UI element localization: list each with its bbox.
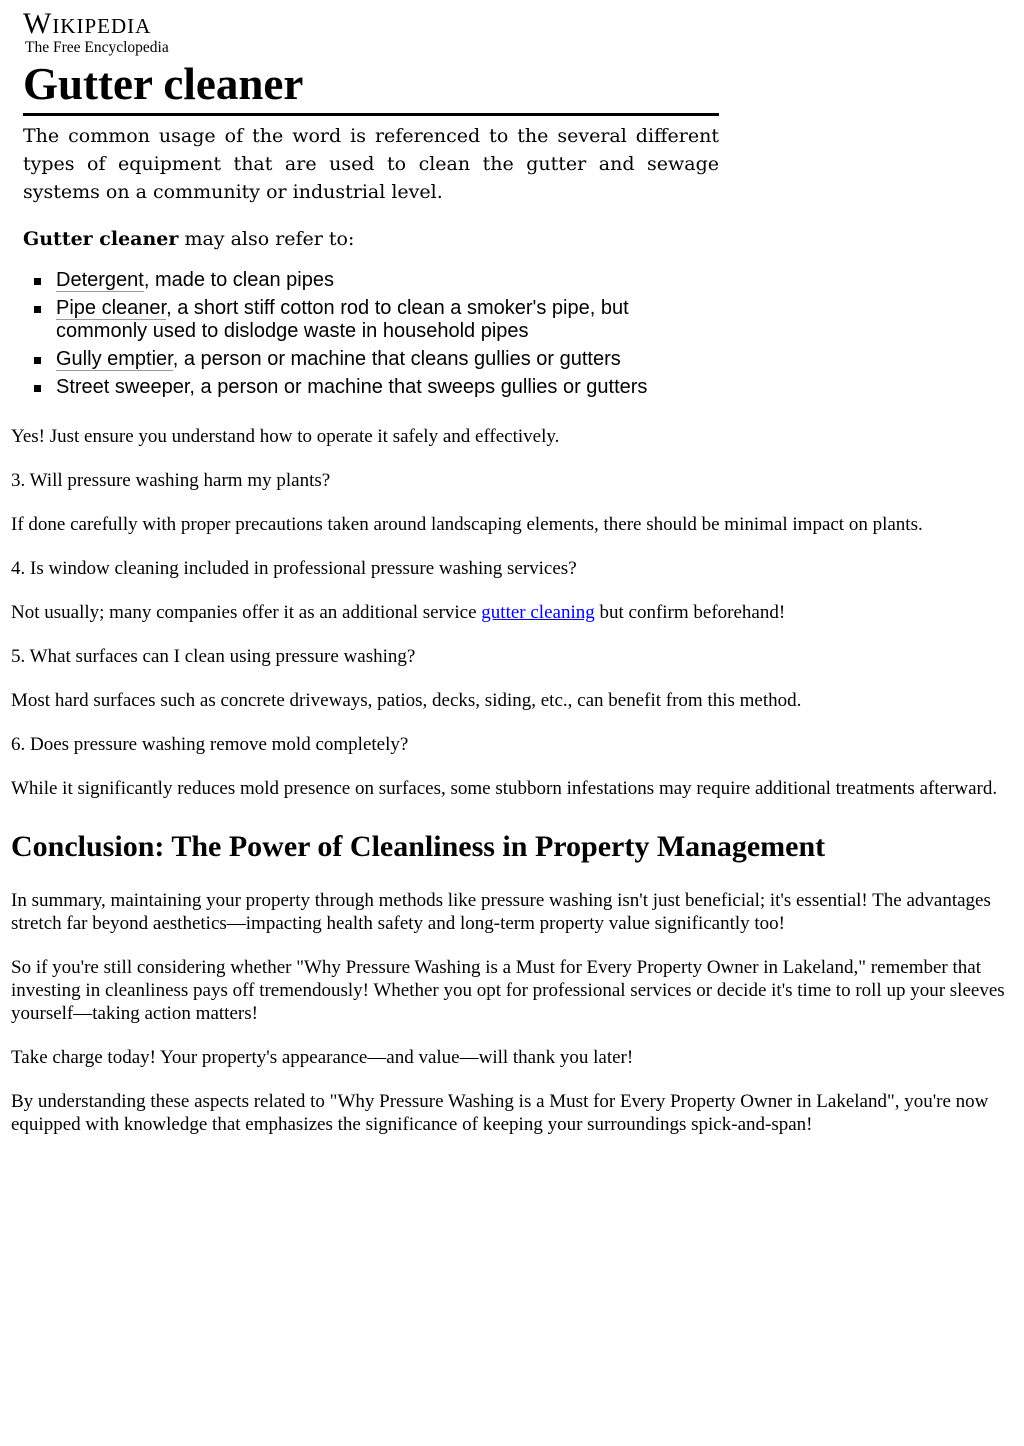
faq-question-6: 6. Does pressure washing remove mold completely? [11, 734, 409, 755]
list-item-text: , made to clean pipes [143, 269, 334, 291]
faq-answer-2: Yes! Just ensure you understand how to operate it safely and effectively. [11, 426, 560, 447]
gutter-cleaning-link[interactable]: gutter cleaning [481, 602, 595, 623]
conclusion-heading: Conclusion: The Power of Cleanliness in Property Management [11, 830, 826, 863]
refer-term: Gutter cleaner [23, 228, 179, 250]
faq-answer-3: If done carefully with proper precautions taken around landscaping elements, there should be minimal impact on plants. [11, 514, 923, 535]
article-intro: The common usage of the word is referenced to the several different types of equipment that are used to clean the gutter and sewage systems on a community or industrial level. [23, 125, 719, 203]
list-item-text: , a person or machine that cleans gullies or gutters [172, 348, 621, 370]
wikipedia-tagline: The Free Encyclopedia [25, 39, 169, 56]
list-item [56, 269, 696, 292]
wikipedia-wordmark: Wikipedia [23, 7, 152, 40]
main-content [11, 425, 1011, 1157]
wikipedia-card [23, 8, 719, 404]
list-item-text: Street sweeper, a person or machine that sweeps gullies or gutters [56, 376, 648, 398]
faq-answer-6: While it significantly reduces mold presence on surfaces, some stubborn infestations may require additional treatments afterward. [11, 778, 998, 799]
faq-answer-4-after: but confirm beforehand! [594, 602, 786, 623]
refer-rest: may also refer to: [178, 228, 355, 250]
faq-question-5: 5. What surfaces can I clean using pressure washing? [11, 646, 416, 667]
faq-question-3: 3. Will pressure washing harm my plants? [11, 470, 331, 491]
may-also-refer [23, 225, 719, 253]
faq-answer-5: Most hard surfaces such as concrete driveways, patios, decks, siding, etc., can benefit from this method. [11, 690, 802, 711]
faq-answer-4 [11, 601, 1011, 624]
list-item [56, 348, 696, 371]
list-item [56, 376, 696, 399]
list-item [56, 297, 696, 343]
disambiguation-list [23, 269, 696, 399]
gully-emptier-link[interactable]: Gully emptier [56, 348, 173, 370]
detergent-link[interactable]: Detergent [56, 269, 144, 291]
conclusion-paragraph-4: By understanding these aspects related to "Why Pressure Washing is a Must for Every Property Owner in Lakeland", you're now equipped with knowledge that emphasizes the significance of keeping your surroundings spick-and-span! [11, 1091, 989, 1135]
faq-answer-4-before: Not usually; many companies offer it as an additional service [11, 602, 482, 623]
faq-question-4: 4. Is window cleaning included in professional pressure washing services? [11, 558, 577, 579]
article-title: Gutter cleaner [23, 59, 719, 116]
list-item-text: , a short stiff cotton rod to clean a smoker's pipe, but commonly used to dislodge waste in household pipes [56, 297, 629, 342]
conclusion-paragraph-3: Take charge today! Your property's appearance—and value—will thank you later! [11, 1047, 634, 1068]
conclusion-paragraph-1: In summary, maintaining your property through methods like pressure washing isn't just beneficial; it's essential! The advantages stretch far beyond aesthetics—impacting health safety and long-term property value significantly too! [11, 890, 991, 934]
pipe-cleaner-link[interactable]: Pipe cleaner [56, 297, 167, 319]
conclusion-paragraph-2: So if you're still considering whether "Why Pressure Washing is a Must for Every Property Owner in Lakeland," remember that investing in cleanliness pays off tremendously! Whether you opt for professional services or decide it's time to roll up your sleeves yourself—taking action matters! [11, 957, 1005, 1024]
